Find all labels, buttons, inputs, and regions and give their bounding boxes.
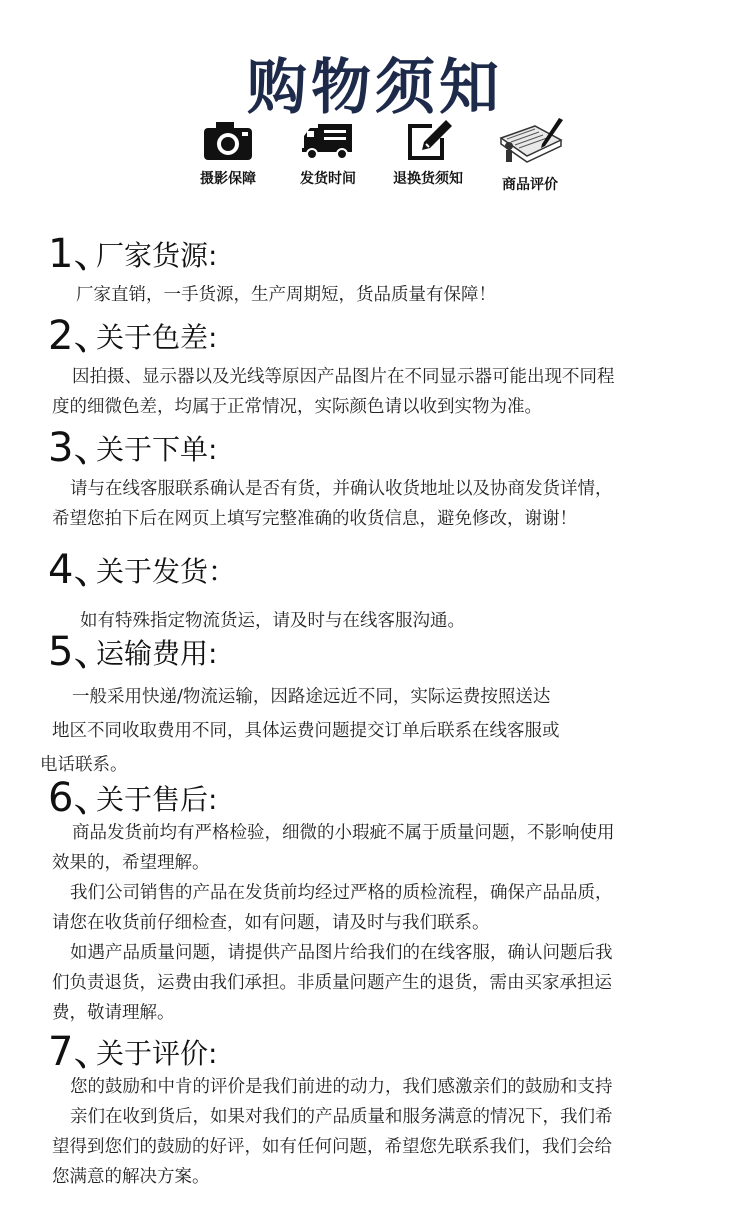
section-line: 请与在线客服联系确认是否有货，并确认收货地址以及协商发货详情， xyxy=(70,479,613,499)
section-line: 亲们在收到货后，如果对我们的产品质量和服务满意的情况下，我们希 xyxy=(70,1107,613,1127)
section-line: 地区不同收取费用不同，具体运费问题提交订单后联系在线客服或 xyxy=(52,721,560,741)
section-7 xyxy=(0,1030,750,1192)
review-icon xyxy=(495,118,565,168)
camera-icon xyxy=(202,118,254,162)
section-number: 3、 xyxy=(48,425,114,471)
section-number: 2、 xyxy=(48,313,114,359)
section-title: 关于发货： xyxy=(96,555,237,588)
section-line: 厂家直销，一手货源，生产周期短，货品质量有保障！ xyxy=(76,285,496,305)
section-title: 关于评价: xyxy=(96,1037,218,1070)
section-number: 4、 xyxy=(48,547,114,593)
section-line: 费，敬请理解。 xyxy=(52,1003,175,1023)
icon-item-return xyxy=(373,118,483,188)
section-title: 关于色差: xyxy=(96,321,218,354)
section-title: 厂家货源: xyxy=(96,239,218,272)
icon-item-shipping xyxy=(273,118,383,188)
section-5 xyxy=(0,630,750,782)
section-line: 希望您拍下后在网页上填写完整准确的收货信息，避免修改，谢谢！ xyxy=(52,509,577,529)
section-number: 1、 xyxy=(48,231,114,277)
icon-item-photo xyxy=(173,118,283,188)
section-title: 运输费用: xyxy=(96,637,218,670)
section-4 xyxy=(0,548,750,636)
section-line: 我们公司销售的产品在发货前均经过严格的质检流程，确保产品品质， xyxy=(70,883,613,903)
icon-label: 商品评价 xyxy=(502,177,558,193)
section-number: 5、 xyxy=(48,629,114,675)
truck-icon xyxy=(300,118,356,162)
section-1 xyxy=(0,232,750,310)
page-title: 购物须知 xyxy=(247,53,503,123)
icon-item-review xyxy=(475,118,585,194)
section-line: 们负责退货，运费由我们承担。非质量问题产生的退货，需由买家承担运 xyxy=(52,973,612,993)
section-line: 请您在收货前仔细检查，如有问题，请及时与我们联系。 xyxy=(52,913,490,933)
section-6 xyxy=(0,776,750,1028)
section-line: 如有特殊指定物流货运，请及时与在线客服沟通。 xyxy=(80,611,465,631)
section-line: 商品发货前均有严格检验，细微的小瑕疵不属于质量问题，不影响使用 xyxy=(72,823,615,843)
section-line: 度的细微色差，均属于正常情况，实际颜色请以收到实物为准。 xyxy=(52,397,542,417)
section-3 xyxy=(0,426,750,534)
section-number: 6、 xyxy=(48,775,114,821)
section-line: 您的鼓励和中肯的评价是我们前进的动力，我们感激亲们的鼓励和支持 xyxy=(70,1077,613,1097)
icon-label: 退换货须知 xyxy=(393,171,463,187)
section-2 xyxy=(0,314,750,422)
section-title: 关于售后: xyxy=(96,783,218,816)
section-title: 关于下单: xyxy=(96,433,218,466)
edit-icon xyxy=(402,118,454,162)
section-line: 效果的，希望理解。 xyxy=(52,853,210,873)
icon-label: 摄影保障 xyxy=(200,171,256,187)
section-line: 电话联系。 xyxy=(40,755,128,775)
section-number: 7、 xyxy=(48,1029,114,1075)
section-line: 如遇产品质量问题，请提供产品图片给我们的在线客服，确认问题后我 xyxy=(70,943,613,963)
icon-label: 发货时间 xyxy=(300,171,356,187)
section-line: 因拍摄、显示器以及光线等原因产品图片在不同显示器可能出现不同程 xyxy=(72,367,615,387)
section-line: 望得到您们的鼓励的好评，如有任何问题，希望您先联系我们，我们会给 xyxy=(52,1137,612,1157)
icon-row xyxy=(0,118,750,208)
section-line: 您满意的解决方案。 xyxy=(52,1167,210,1187)
section-line: 一般采用快递/物流运输，因路途远近不同，实际运费按照送达 xyxy=(72,687,551,707)
